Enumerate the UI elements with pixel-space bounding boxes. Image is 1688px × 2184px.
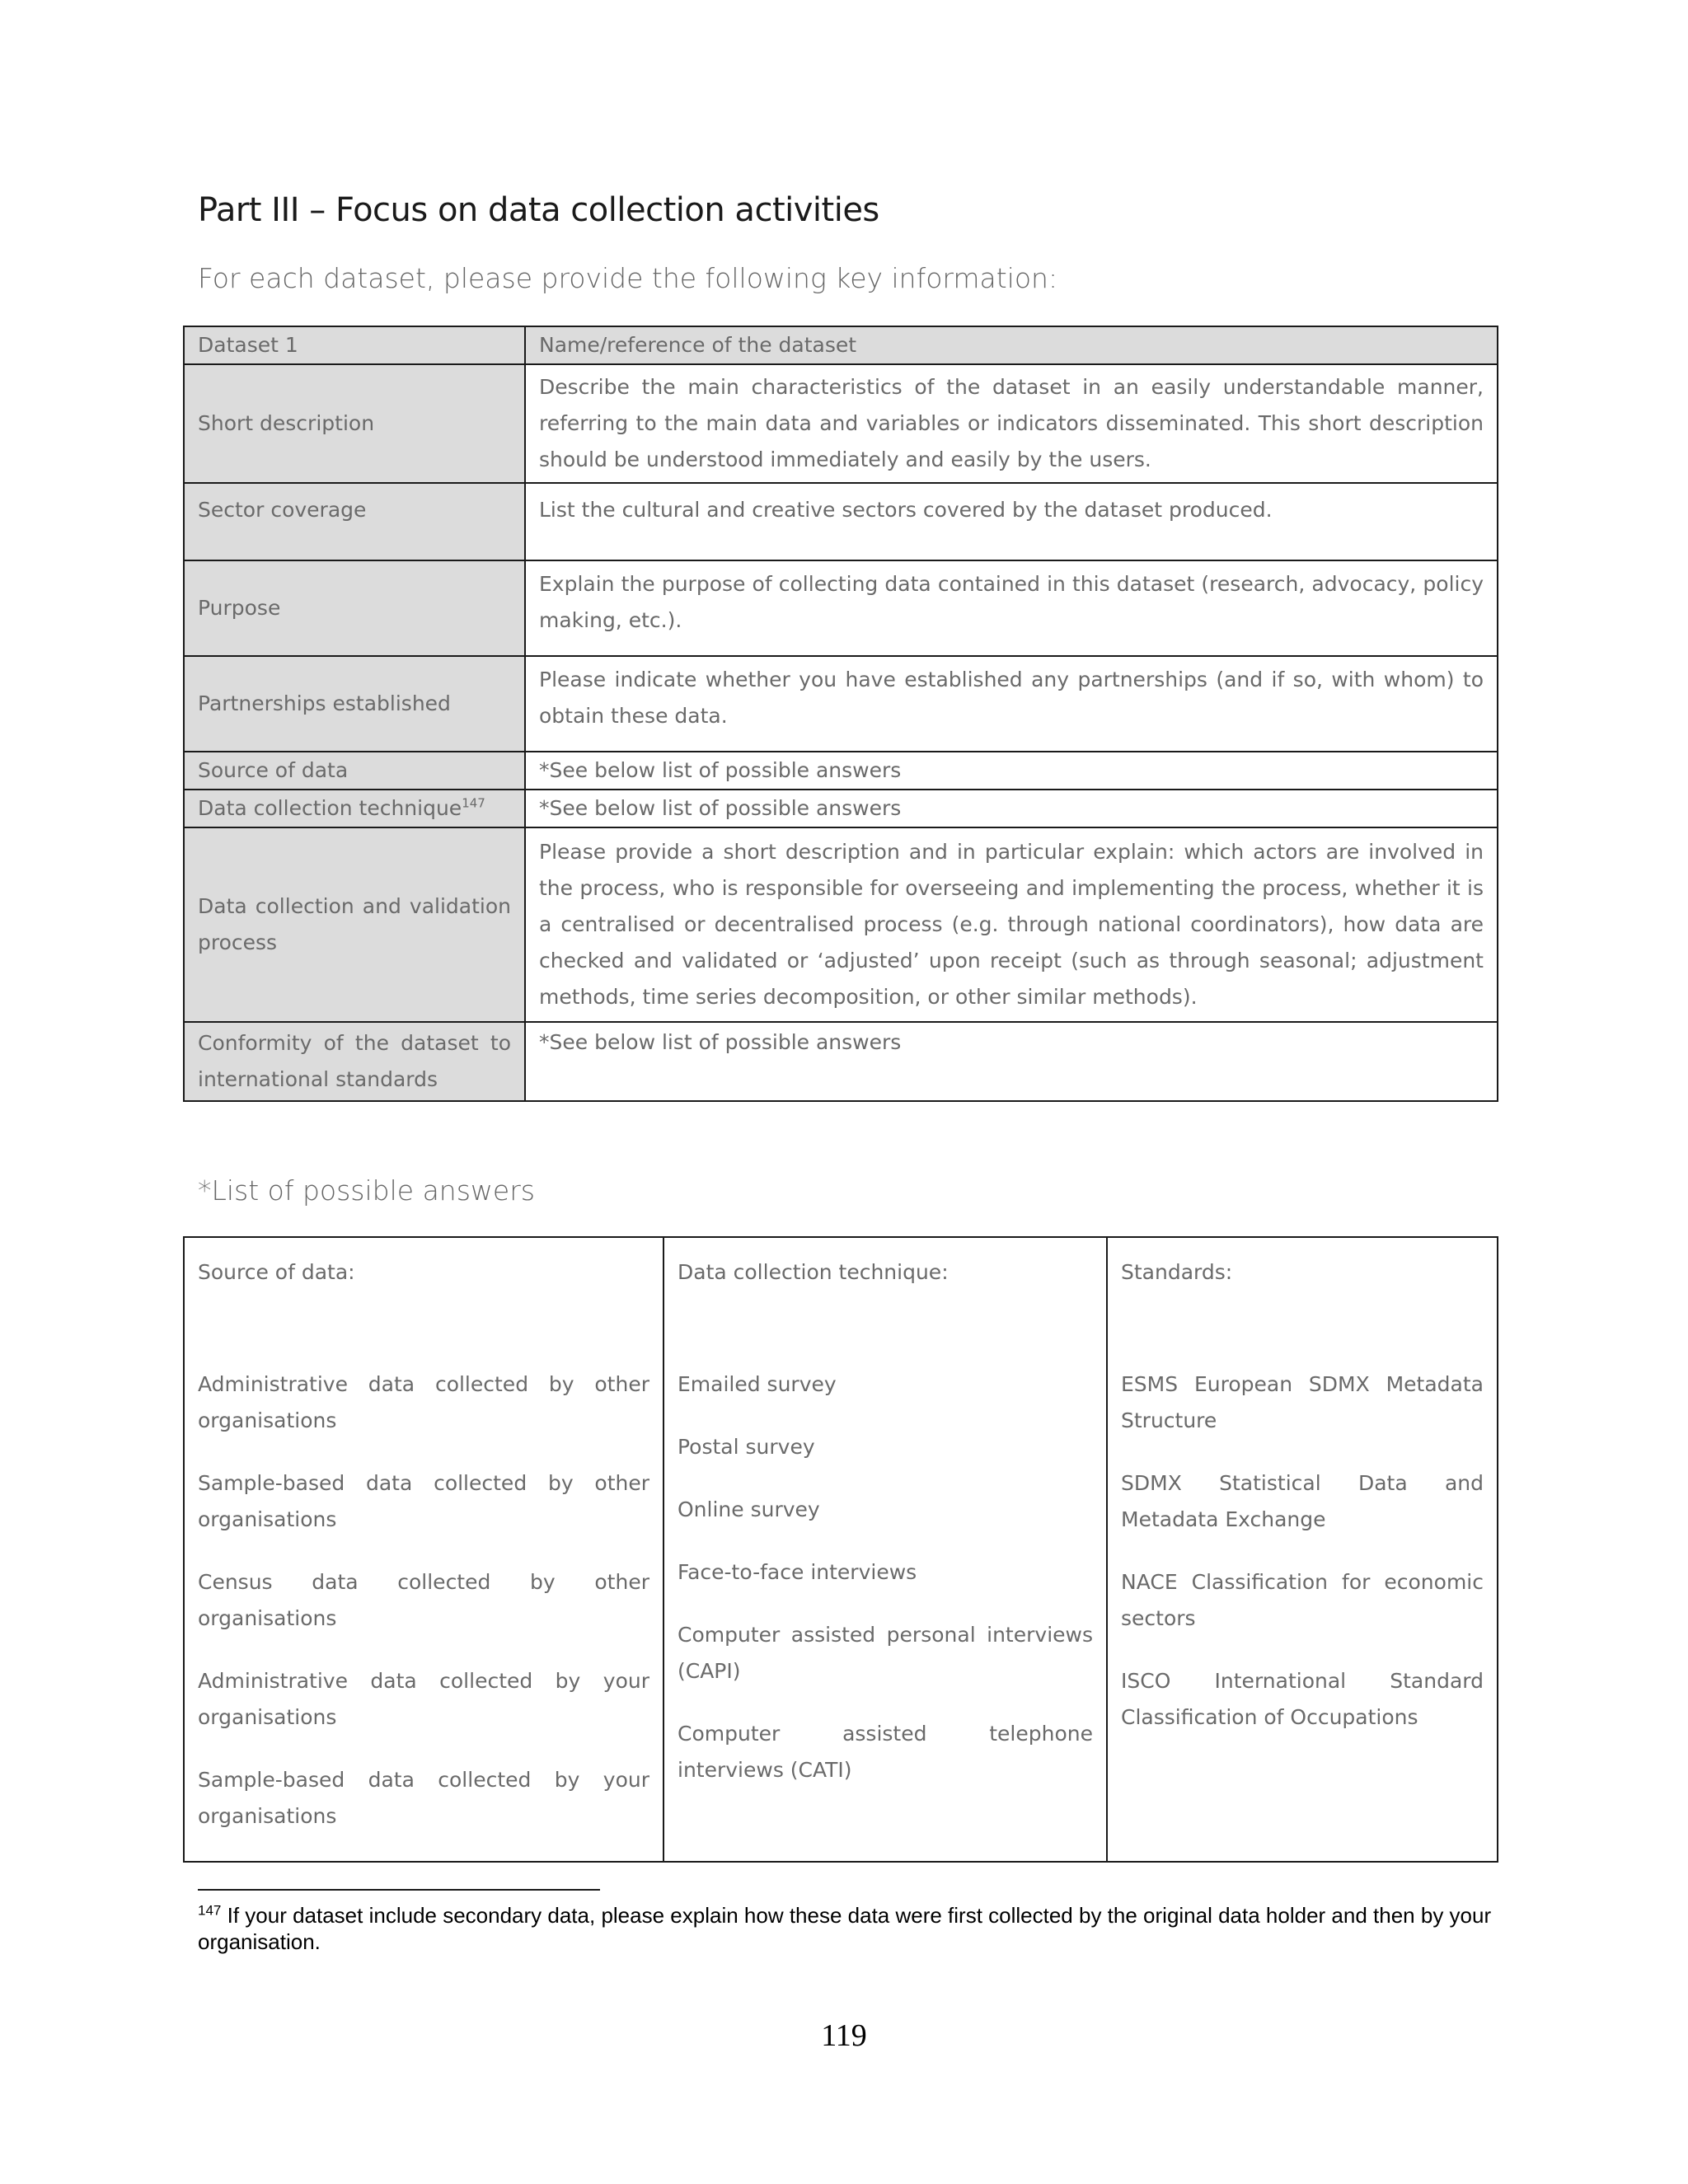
row-text: *See below list of possible answers xyxy=(525,752,1498,790)
row-label: Short description xyxy=(184,364,525,483)
table-row xyxy=(184,326,1498,364)
list-item: SDMX Statistical Data and Metadata Exchange xyxy=(1121,1471,1484,1531)
row-text: *See below list of possible answers xyxy=(525,1022,1498,1101)
answers-column-standards xyxy=(1107,1237,1498,1862)
list-item: Online survey xyxy=(678,1497,820,1521)
list-item: Face-to-face interviews xyxy=(678,1560,917,1584)
row-text: List the cultural and creative sectors covered by the dataset produced. xyxy=(525,483,1498,560)
row-label: Data collection and validation process xyxy=(184,827,525,1022)
footnote xyxy=(198,1902,1500,1955)
list-item: Computer assisted personal interviews (CAPI) xyxy=(678,1623,1093,1683)
table-row xyxy=(184,827,1498,1022)
list-item: Sample-based data collected by other organisations xyxy=(198,1471,649,1531)
table-row xyxy=(184,656,1498,752)
row-text: Explain the purpose of collecting data contained in this dataset (research, advocacy, policy making, etc.). xyxy=(525,560,1498,656)
list-item: Sample-based data collected by your organisations xyxy=(198,1768,649,1828)
table-row xyxy=(184,752,1498,790)
intro-text: For each dataset, please provide the following key information: xyxy=(198,262,1058,294)
list-item: Emailed survey xyxy=(678,1372,837,1396)
answers-list-title: *List of possible answers xyxy=(198,1174,535,1207)
list-item: Administrative data collected by your organisations xyxy=(198,1669,649,1729)
answers-column-source xyxy=(184,1237,663,1862)
possible-answers-table xyxy=(183,1236,1498,1863)
row-label: Sector coverage xyxy=(184,483,525,560)
table-row xyxy=(184,790,1498,827)
list-item: Census data collected by other organisations xyxy=(198,1570,649,1630)
list-item: Administrative data collected by other organisations xyxy=(198,1372,649,1432)
row-text: Name/reference of the dataset xyxy=(525,326,1498,364)
column-header: Source of data: xyxy=(198,1260,355,1284)
list-item: ESMS European SDMX Metadata Structure xyxy=(1121,1372,1484,1432)
column-header: Standards: xyxy=(1121,1260,1233,1284)
row-text: Please indicate whether you have established any partnerships (and if so, with whom) to obtain these data. xyxy=(525,656,1498,752)
table-row xyxy=(184,364,1498,483)
list-item: ISCO International Standard Classification of Occupations xyxy=(1121,1669,1484,1729)
footnote-number: 147 xyxy=(198,1902,222,1919)
row-label-text: Data collection technique xyxy=(198,796,462,820)
row-text: *See below list of possible answers xyxy=(525,790,1498,827)
table-row xyxy=(184,1237,1498,1862)
row-label: Conformity of the dataset to international standards xyxy=(184,1022,525,1101)
footnote-separator xyxy=(198,1889,600,1891)
dataset-table xyxy=(183,326,1498,1102)
list-item: Computer assisted telephone interviews (CATI) xyxy=(678,1722,1093,1782)
row-label xyxy=(184,790,525,827)
row-text: Please provide a short description and in particular explain: which actors are involved in the process, who is responsible for overseeing and implementing the process, whether it is a centralised or decentralised process (e.g. through national coordinators), how data are checked and validated or ‘adjusted’ upon receipt (such as through seasonal; adjustment methods, time series decomposition, or other similar methods). xyxy=(525,827,1498,1022)
section-heading: Part III – Focus on data collection activities xyxy=(198,191,879,229)
footnote-text: If your dataset include secondary data, please explain how these data were first collected by the original data holder and then by your organisation. xyxy=(198,1903,1492,1954)
list-item: Postal survey xyxy=(678,1435,815,1459)
table-row xyxy=(184,1022,1498,1101)
table-row xyxy=(184,560,1498,656)
column-header: Data collection technique: xyxy=(678,1260,949,1284)
page-number: 119 xyxy=(821,2018,867,2053)
row-label: Source of data xyxy=(184,752,525,790)
row-label: Dataset 1 xyxy=(184,326,525,364)
row-label: Purpose xyxy=(184,560,525,656)
row-text: Describe the main characteristics of the dataset in an easily understandable manner, referring to the main data and variables or indicators disseminated. This short description should be understood immediately and easily by the users. xyxy=(525,364,1498,483)
table-row xyxy=(184,483,1498,560)
row-label: Partnerships established xyxy=(184,656,525,752)
answers-column-technique xyxy=(663,1237,1107,1862)
footnote-reference: 147 xyxy=(462,795,485,811)
list-item: NACE Classification for economic sectors xyxy=(1121,1570,1484,1630)
